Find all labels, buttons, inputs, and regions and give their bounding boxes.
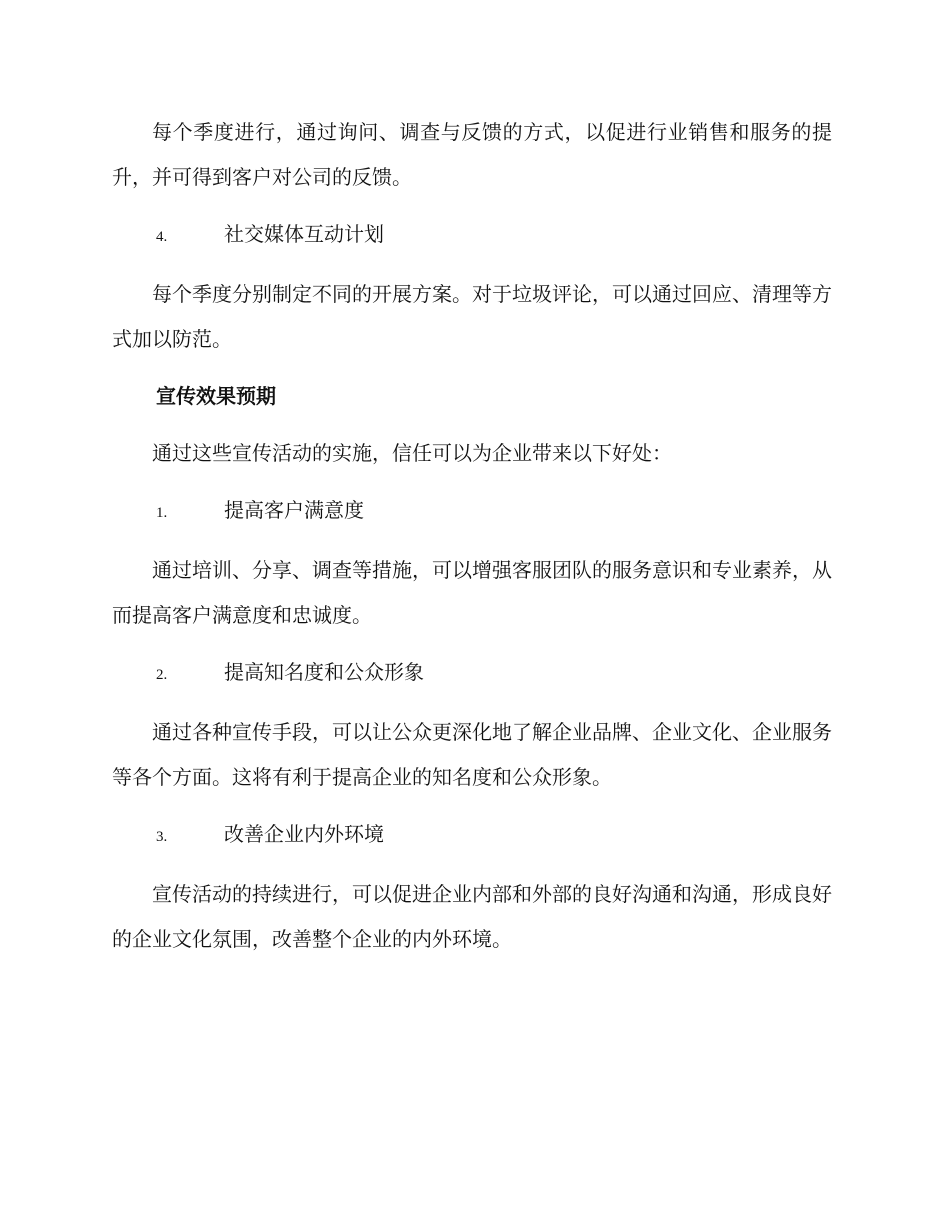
paragraph-survey: 每个季度进行，通过询问、调查与反馈的方式，以促进行业销售和服务的提升，并可得到客户对公司的反馈。: [112, 120, 832, 189]
list-item-title: 社交媒体互动计划: [224, 222, 384, 246]
list-number: 2.: [156, 667, 168, 683]
list-item-environment: [112, 812, 832, 860]
paragraph-benefits-intro: 通过这些宣传活动的实施，信任可以为企业带来以下好处：: [152, 441, 672, 465]
list-number: 1.: [156, 505, 168, 521]
list-item-title: 提高知名度和公众形象: [224, 660, 424, 684]
paragraph-social-media: 每个季度分别制定不同的开展方案。对于垃圾评论，可以通过回应、清理等方式加以防范。: [112, 282, 832, 351]
list-number: 3.: [156, 829, 168, 845]
list-item-customer-satisfaction: [112, 488, 832, 536]
list-item-brand-awareness: [112, 650, 832, 698]
list-number: 4.: [156, 229, 168, 245]
section-heading-expected-effects: 宣传效果预期: [156, 384, 276, 408]
paragraph-environment: 宣传活动的持续进行，可以促进企业内部和外部的良好沟通和沟通，形成良好的企业文化氛围，改善整个企业的内外环境。: [112, 882, 832, 951]
list-item-title: 改善企业内外环境: [224, 822, 384, 846]
list-item-social-media: [112, 212, 832, 260]
list-item-title: 提高客户满意度: [224, 498, 364, 522]
paragraph-customer-satisfaction: 通过培训、分享、调查等措施，可以增强客服团队的服务意识和专业素养，从而提高客户满意度和忠诚度。: [112, 558, 832, 627]
paragraph-brand-awareness: 通过各种宣传手段，可以让公众更深化地了解企业品牌、企业文化、企业服务等各个方面。这将有利于提高企业的知名度和公众形象。: [112, 720, 832, 789]
